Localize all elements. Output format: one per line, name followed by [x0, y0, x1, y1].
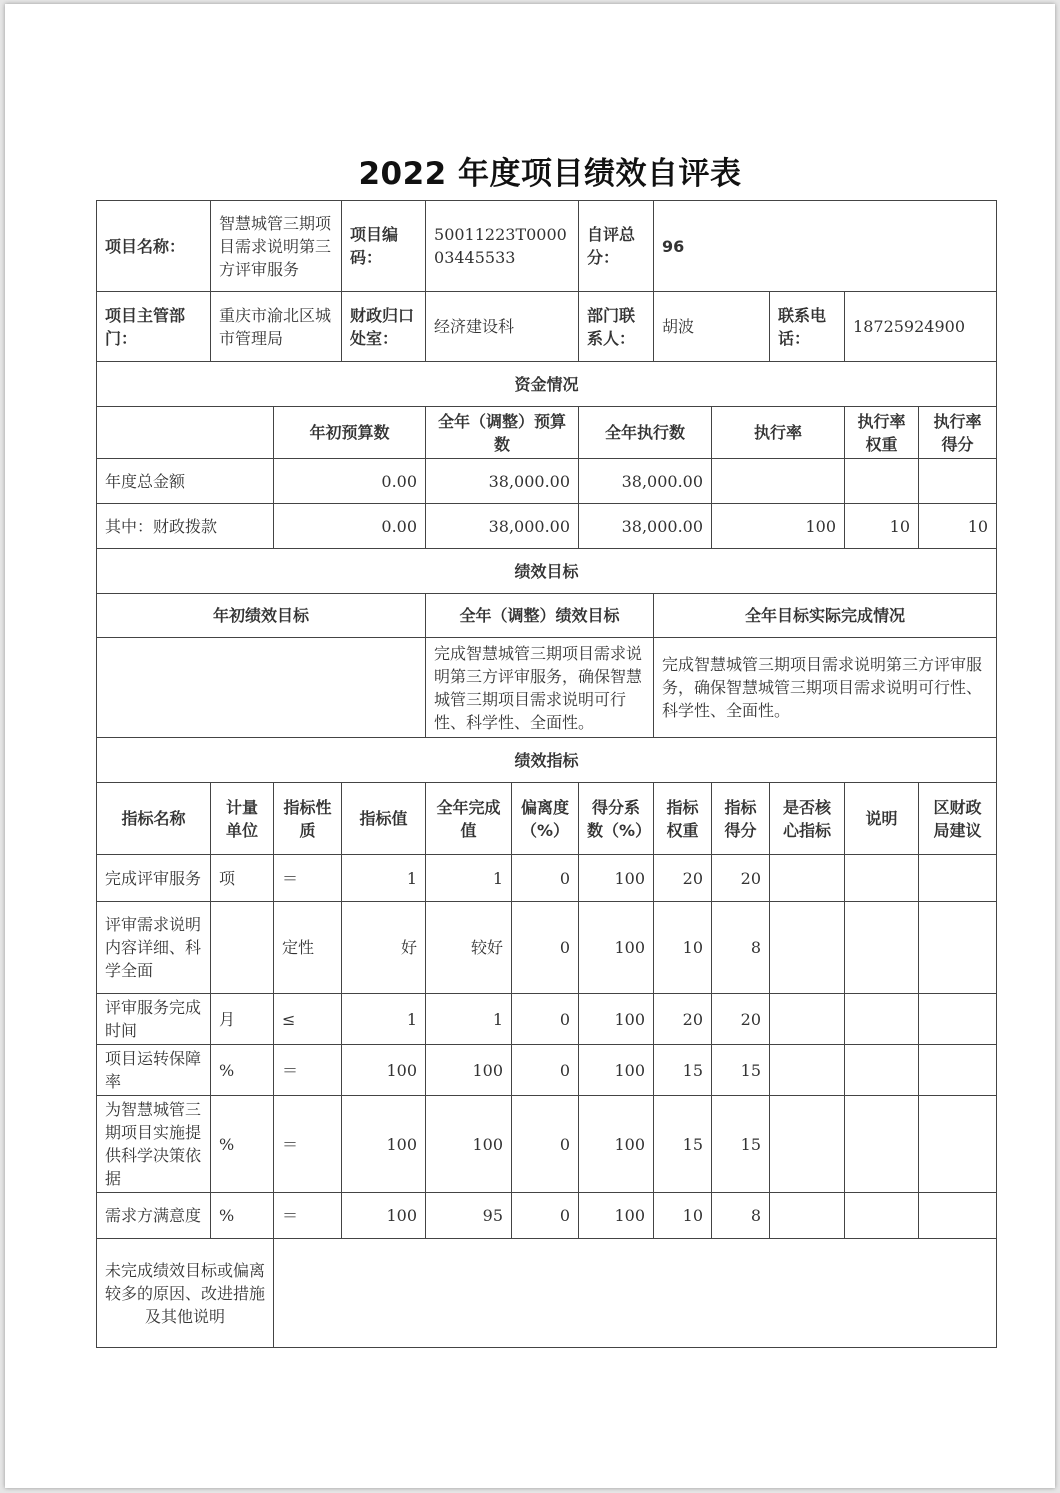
- project-code-value: 50011223T000003445533: [426, 201, 579, 292]
- funds-cell: 38,000.00: [426, 504, 579, 549]
- indicator-cell: 评审服务完成时间: [97, 994, 211, 1045]
- ind-header-core: 是否核心指标: [770, 783, 845, 855]
- funds-cell: 0.00: [274, 504, 426, 549]
- funds-row-total: [97, 459, 997, 504]
- indicator-cell: [919, 1096, 997, 1193]
- ind-header-advice: 区财政局建议: [919, 783, 997, 855]
- indicators-body: [97, 855, 997, 1239]
- indicator-cell: 为智慧城管三期项目实施提供科学决策依据: [97, 1096, 211, 1193]
- indicator-cell: 20: [712, 855, 770, 902]
- goals-header-actual: 全年目标实际完成情况: [654, 594, 997, 638]
- dept-label: 项目主管部门：: [97, 292, 211, 362]
- indicator-cell: %: [211, 1045, 274, 1096]
- funds-header-adjusted-budget: 全年（调整）预算数: [426, 407, 579, 459]
- indicator-cell: 好: [342, 902, 426, 994]
- phone-label: 联系电话：: [770, 292, 845, 362]
- funds-cell: 100: [712, 504, 845, 549]
- funds-cell: 10: [919, 504, 997, 549]
- indicator-cell: 10: [654, 902, 712, 994]
- remarks-value: [274, 1239, 997, 1348]
- funds-cell: 38,000.00: [579, 459, 712, 504]
- ind-header-target: 指标值: [342, 783, 426, 855]
- indicator-cell: 完成评审服务: [97, 855, 211, 902]
- indicator-cell: [845, 855, 919, 902]
- indicator-cell: %: [211, 1096, 274, 1193]
- indicator-cell: 15: [654, 1045, 712, 1096]
- funds-header-blank: [97, 407, 274, 459]
- table-row: [97, 1045, 997, 1096]
- table-row: [97, 902, 997, 994]
- table-row: [97, 1193, 997, 1239]
- info-row-project: [97, 201, 997, 292]
- indicator-cell: [919, 1193, 997, 1239]
- phone-value: 18725924900: [845, 292, 997, 362]
- funds-cell: 0.00: [274, 459, 426, 504]
- indicator-cell: 需求方满意度: [97, 1193, 211, 1239]
- indicator-cell: 0: [512, 902, 579, 994]
- indicator-cell: 8: [712, 902, 770, 994]
- indicator-cell: 20: [654, 994, 712, 1045]
- funds-header-executed: 全年执行数: [579, 407, 712, 459]
- indicator-cell: [919, 902, 997, 994]
- project-code-label: 项目编码：: [342, 201, 426, 292]
- indicator-cell: 100: [342, 1096, 426, 1193]
- indicator-cell: 100: [579, 902, 654, 994]
- funds-header-row: [97, 407, 997, 459]
- funds-row-fiscal: [97, 504, 997, 549]
- funds-row-label: 年度总金额: [97, 459, 274, 504]
- page-title: 2022 年度项目绩效自评表: [358, 156, 742, 192]
- contact-label: 部门联系人：: [579, 292, 654, 362]
- ind-header-completed: 全年完成值: [426, 783, 512, 855]
- goals-adjusted-value: 完成智慧城管三期项目需求说明第三方评审服务，确保智慧城管三期项目需求说明可行性、科学性、全面性。: [426, 638, 654, 738]
- indicator-cell: 100: [426, 1096, 512, 1193]
- ind-header-unit: 计量单位: [211, 783, 274, 855]
- funds-section-title: 资金情况: [97, 362, 997, 407]
- indicator-cell: [919, 994, 997, 1045]
- indicator-cell: 100: [426, 1045, 512, 1096]
- indicator-cell: 月: [211, 994, 274, 1045]
- indicator-cell: [770, 855, 845, 902]
- indicator-cell: 20: [712, 994, 770, 1045]
- indicator-cell: ＝: [274, 1193, 342, 1239]
- indicator-cell: ＝: [274, 855, 342, 902]
- indicator-cell: [770, 994, 845, 1045]
- funds-cell: [919, 459, 997, 504]
- indicator-cell: 0: [512, 855, 579, 902]
- indicator-cell: [211, 902, 274, 994]
- indicator-cell: 较好: [426, 902, 512, 994]
- indicator-cell: 1: [342, 994, 426, 1045]
- indicator-cell: 1: [426, 994, 512, 1045]
- funds-cell: 10: [845, 504, 919, 549]
- indicator-cell: 0: [512, 1193, 579, 1239]
- funds-cell: [845, 459, 919, 504]
- goals-actual-value: 完成智慧城管三期项目需求说明第三方评审服务，确保智慧城管三期项目需求说明可行性、科学性、全面性。: [654, 638, 997, 738]
- indicator-cell: [845, 1193, 919, 1239]
- goals-section-row: [97, 549, 997, 594]
- remarks-label: 未完成绩效目标或偏离较多的原因、改进措施及其他说明: [97, 1239, 274, 1348]
- indicator-cell: [770, 1045, 845, 1096]
- indicator-cell: 项: [211, 855, 274, 902]
- funds-cell: 38,000.00: [426, 459, 579, 504]
- indicator-cell: [919, 855, 997, 902]
- indicator-cell: 100: [342, 1045, 426, 1096]
- indicator-cell: 0: [512, 1096, 579, 1193]
- indicator-cell: [919, 1045, 997, 1096]
- goals-section-title: 绩效目标: [97, 549, 997, 594]
- contact-value: 胡波: [654, 292, 770, 362]
- indicator-cell: 项目运转保障率: [97, 1045, 211, 1096]
- indicator-cell: 定性: [274, 902, 342, 994]
- remarks-row: [97, 1239, 997, 1348]
- indicator-cell: [770, 1193, 845, 1239]
- indicators-section-title: 绩效指标: [97, 738, 997, 783]
- indicator-cell: [845, 1096, 919, 1193]
- indicator-cell: 0: [512, 994, 579, 1045]
- finance-office-label: 财政归口处室：: [342, 292, 426, 362]
- ind-header-note: 说明: [845, 783, 919, 855]
- project-name-value: 智慧城管三期项目需求说明第三方评审服务: [211, 201, 342, 292]
- indicator-cell: 100: [579, 1096, 654, 1193]
- funds-cell: [712, 459, 845, 504]
- indicator-cell: [770, 1096, 845, 1193]
- finance-office-value: 经济建设科: [426, 292, 579, 362]
- indicator-cell: ＝: [274, 1045, 342, 1096]
- indicator-cell: [845, 1045, 919, 1096]
- indicator-cell: 20: [654, 855, 712, 902]
- funds-header-initial-budget: 年初预算数: [274, 407, 426, 459]
- funds-row-label: 其中：财政拨款: [97, 504, 274, 549]
- self-score-value: 96: [654, 201, 997, 292]
- funds-header-rate-weight: 执行率权重: [845, 407, 919, 459]
- self-score-label: 自评总分：: [579, 201, 654, 292]
- ind-header-coefficient: 得分系数（%）: [579, 783, 654, 855]
- goals-header-row: [97, 594, 997, 638]
- goals-initial-value: [97, 638, 426, 738]
- info-row-dept: [97, 292, 997, 362]
- indicator-cell: ＝: [274, 1096, 342, 1193]
- ind-header-score: 指标得分: [712, 783, 770, 855]
- goals-content-row: [97, 638, 997, 738]
- ind-header-nature: 指标性质: [274, 783, 342, 855]
- indicator-cell: 100: [579, 1045, 654, 1096]
- indicator-cell: 1: [342, 855, 426, 902]
- ind-header-name: 指标名称: [97, 783, 211, 855]
- ind-header-weight: 指标权重: [654, 783, 712, 855]
- indicator-cell: [845, 994, 919, 1045]
- indicator-cell: 15: [712, 1045, 770, 1096]
- indicators-section-row: [97, 738, 997, 783]
- indicator-cell: 1: [426, 855, 512, 902]
- funds-header-exec-rate: 执行率: [712, 407, 845, 459]
- funds-cell: 38,000.00: [579, 504, 712, 549]
- ind-header-deviation: 偏离度（%）: [512, 783, 579, 855]
- project-name-label: 项目名称：: [97, 201, 211, 292]
- table-row: [97, 1096, 997, 1193]
- funds-section-row: [97, 362, 997, 407]
- indicator-cell: 8: [712, 1193, 770, 1239]
- indicator-cell: [770, 902, 845, 994]
- indicator-cell: 15: [654, 1096, 712, 1193]
- indicator-cell: 100: [342, 1193, 426, 1239]
- indicator-cell: [845, 902, 919, 994]
- indicator-cell: 100: [579, 1193, 654, 1239]
- evaluation-table: [96, 200, 997, 1348]
- goals-header-initial: 年初绩效目标: [97, 594, 426, 638]
- indicator-cell: 95: [426, 1193, 512, 1239]
- indicator-cell: 10: [654, 1193, 712, 1239]
- dept-value: 重庆市渝北区城市管理局: [211, 292, 342, 362]
- indicator-cell: 100: [579, 994, 654, 1045]
- funds-header-rate-score: 执行率得分: [919, 407, 997, 459]
- indicator-cell: ≤: [274, 994, 342, 1045]
- indicator-cell: 0: [512, 1045, 579, 1096]
- indicator-cell: 评审需求说明内容详细、科学全面: [97, 902, 211, 994]
- goals-header-adjusted: 全年（调整）绩效目标: [426, 594, 654, 638]
- indicator-cell: 100: [579, 855, 654, 902]
- indicator-cell: 15: [712, 1096, 770, 1193]
- table-row: [97, 855, 997, 902]
- table-row: [97, 994, 997, 1045]
- indicators-header-row: [97, 783, 997, 855]
- indicator-cell: %: [211, 1193, 274, 1239]
